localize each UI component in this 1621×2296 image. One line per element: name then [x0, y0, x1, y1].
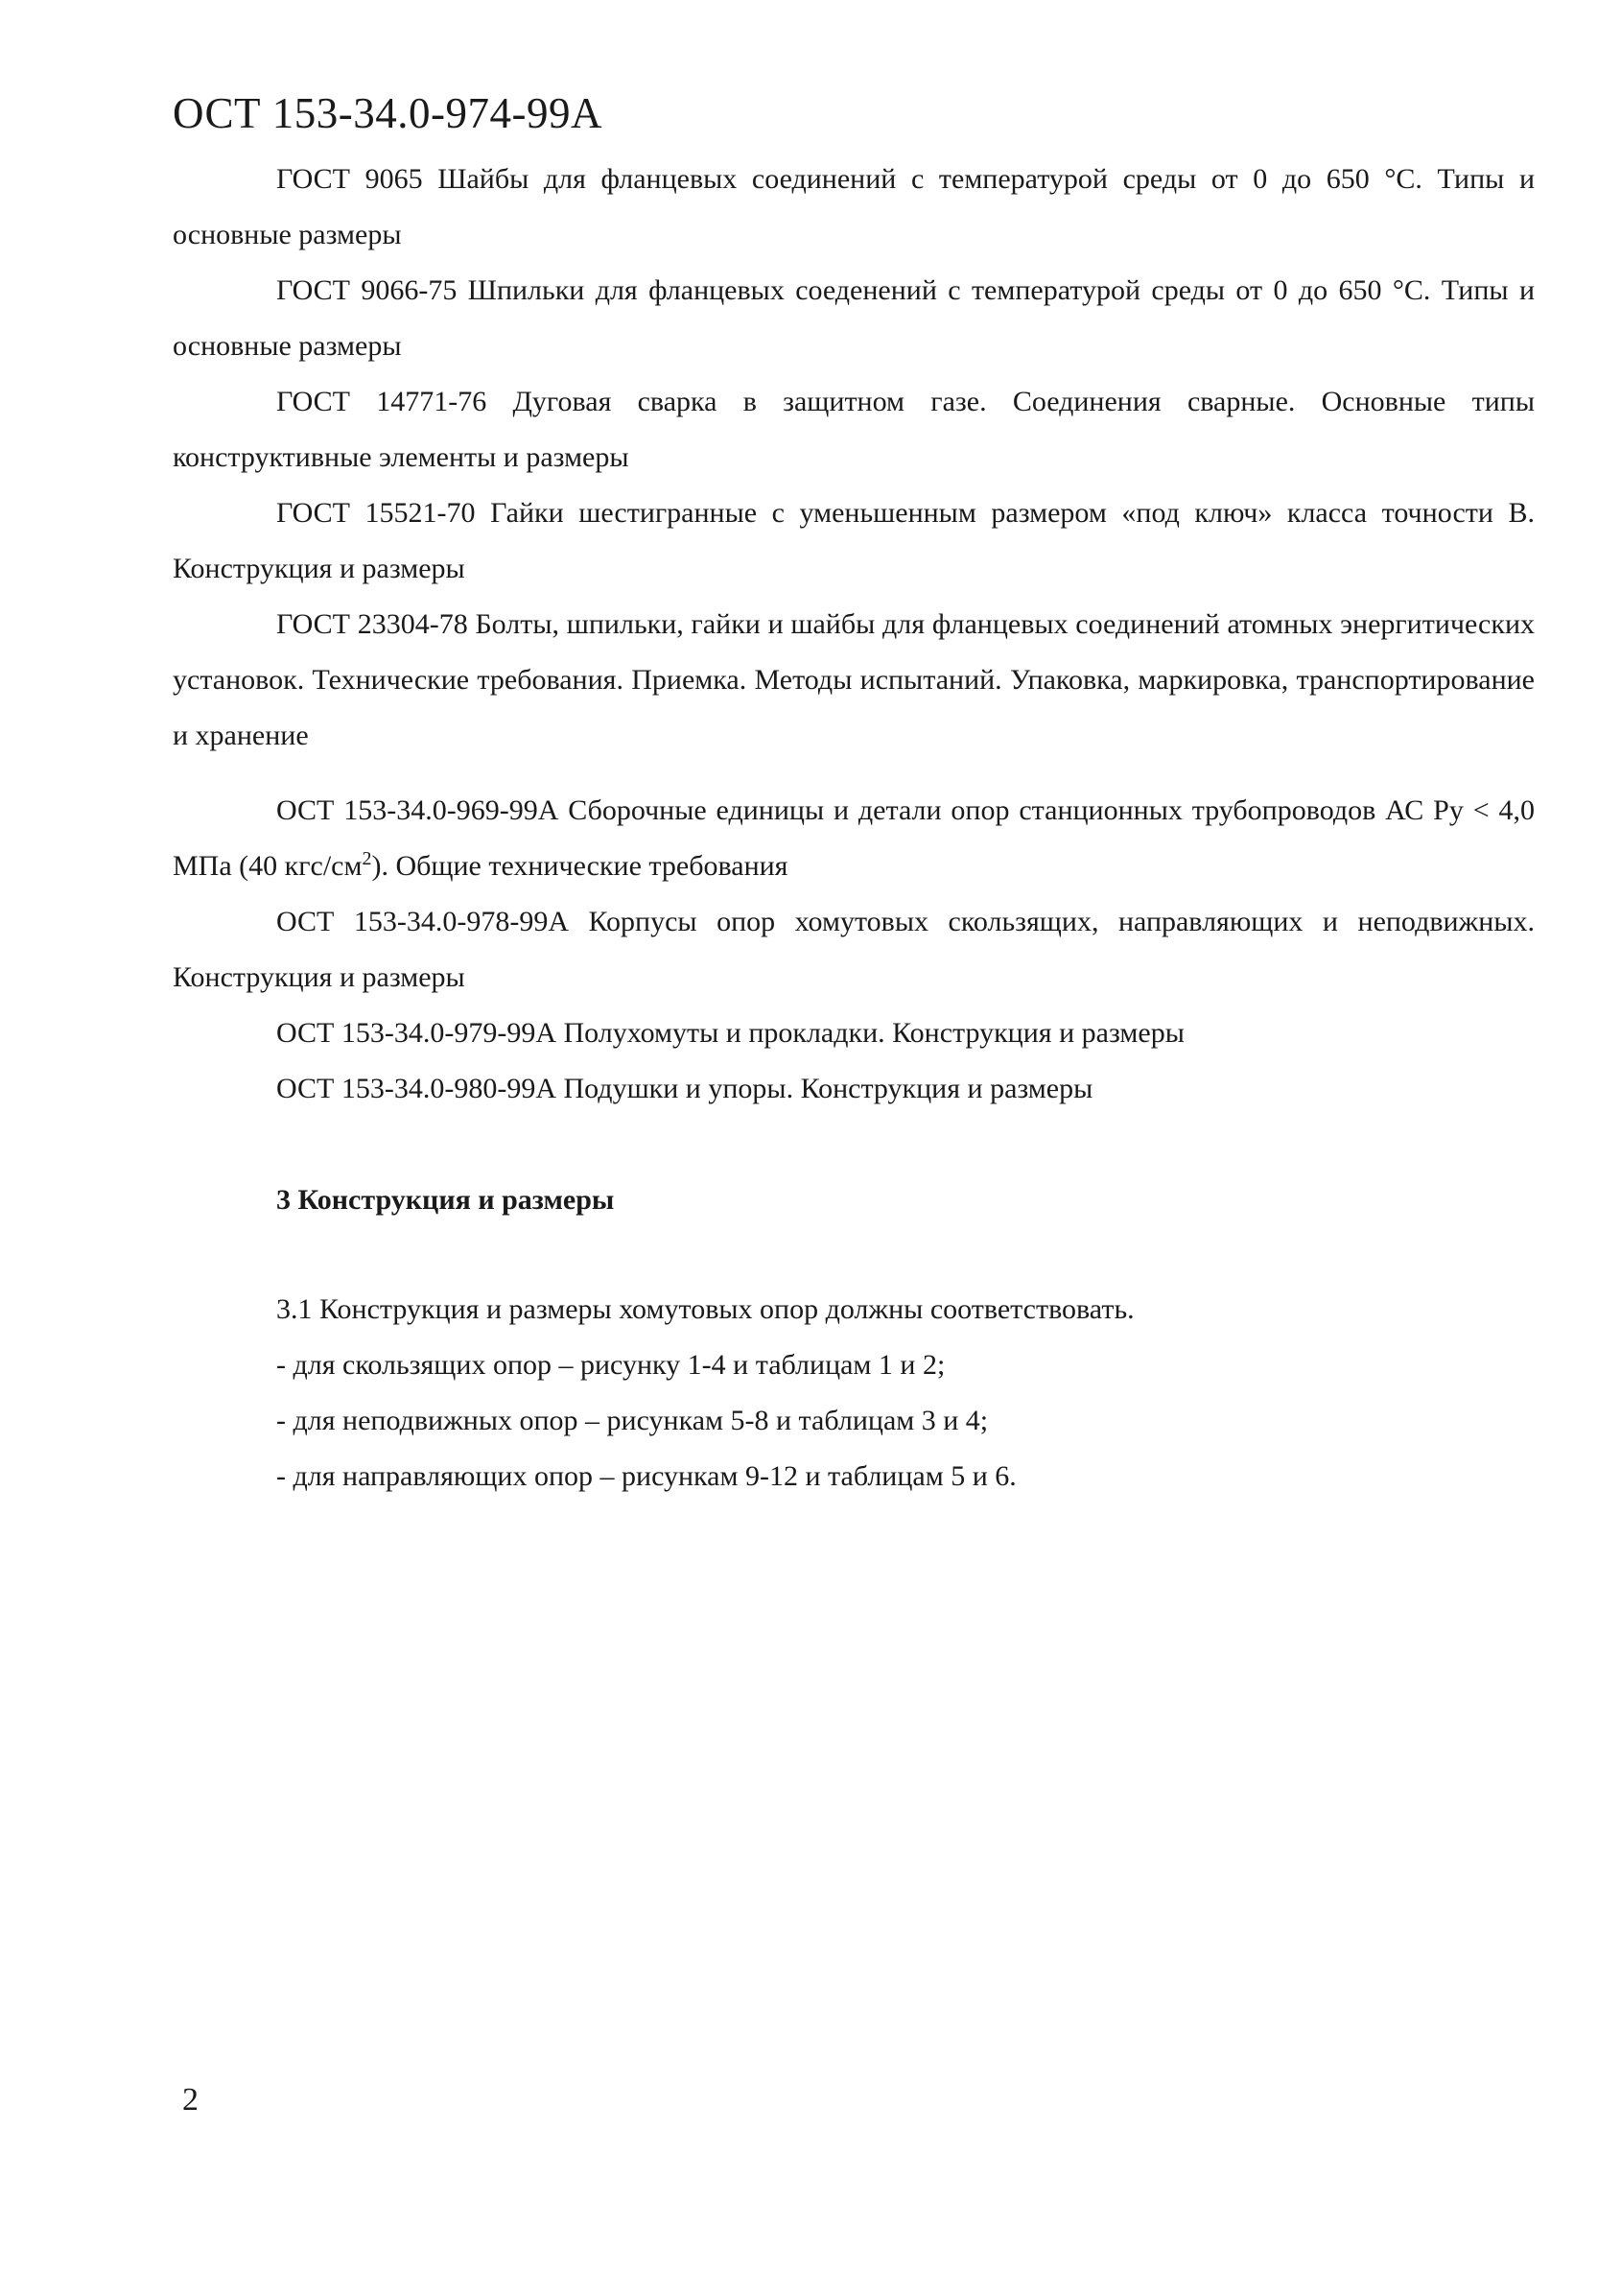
reference-gost-9065: ГОСТ 9065 Шайбы для фланцевых соединений с температурой среды от 0 до 650 °С. Типы и основные размеры: [173, 163, 1535, 250]
reference-ost-969: [173, 783, 1535, 894]
list-item-fixed-supports: - для неподвижных опор – рисункам 5-8 и таблицам 3 и 4;: [276, 1405, 989, 1436]
reference-gost-9066: ГОСТ 9066-75 Шпильки для фланцевых соеденений с температурой среды от 0 до 650 °С. Типы и основные размеры: [173, 274, 1535, 362]
reference-ost-979: ОСТ 153-34.0-979-99А Полухомуты и прокладки. Конструкция и размеры: [276, 1017, 1185, 1049]
reference-ost-980: ОСТ 153-34.0-980-99А Подушки и упоры. Конструкция и размеры: [276, 1073, 1093, 1104]
section-3-clause-3-1: 3.1 Конструкция и размеры хомутовых опор должны соответствовать.: [276, 1293, 1135, 1325]
document-code-header: ОСТ 153-34.0-974-99А: [173, 89, 603, 137]
superscript-exponent: 2: [362, 848, 372, 869]
section-3-heading: 3 Конструкция и размеры: [276, 1184, 615, 1216]
reference-ost-978: ОСТ 153-34.0-978-99А Корпусы опор хомутовых скользящих, направляющих и неподвижных. Конструкция и размеры: [173, 906, 1535, 993]
document-body: [173, 152, 1535, 1504]
list-item-guide-supports: - для направляющих опор – рисункам 9-12 и таблицам 5 и 6.: [276, 1460, 1017, 1492]
reference-gost-15521: ГОСТ 15521-70 Гайки шестигранные с уменьшенным размером «под ключ» класса точности В. Конструкция и размеры: [173, 497, 1535, 584]
reference-ost-969-tail: ). Общие технические требования: [371, 850, 788, 882]
page-number: 2: [182, 2082, 199, 2118]
reference-gost-23304: ГОСТ 23304-78 Болты, шпильки, гайки и шайбы для фланцевых соединений атомных энергитических установок. Технические требования. Приемка. Методы испытаний. Упаковка, маркировка, транспортирование и хранение: [173, 608, 1535, 751]
reference-gost-14771: ГОСТ 14771-76 Дуговая сварка в защитном газе. Соединения сварные. Основные типы конструктивные элементы и размеры: [173, 386, 1535, 473]
section-3-body: [173, 1282, 1535, 1504]
list-item-sliding-supports: - для скользящих опор – рисунку 1-4 и таблицам 1 и 2;: [276, 1349, 946, 1381]
reference-ost-969-main: ОСТ 153-34.0-969-99А Сборочные единицы и детали опор станционных трубопроводов АС Ру < 4,0 МПа (40 кгс/см: [173, 794, 1535, 882]
